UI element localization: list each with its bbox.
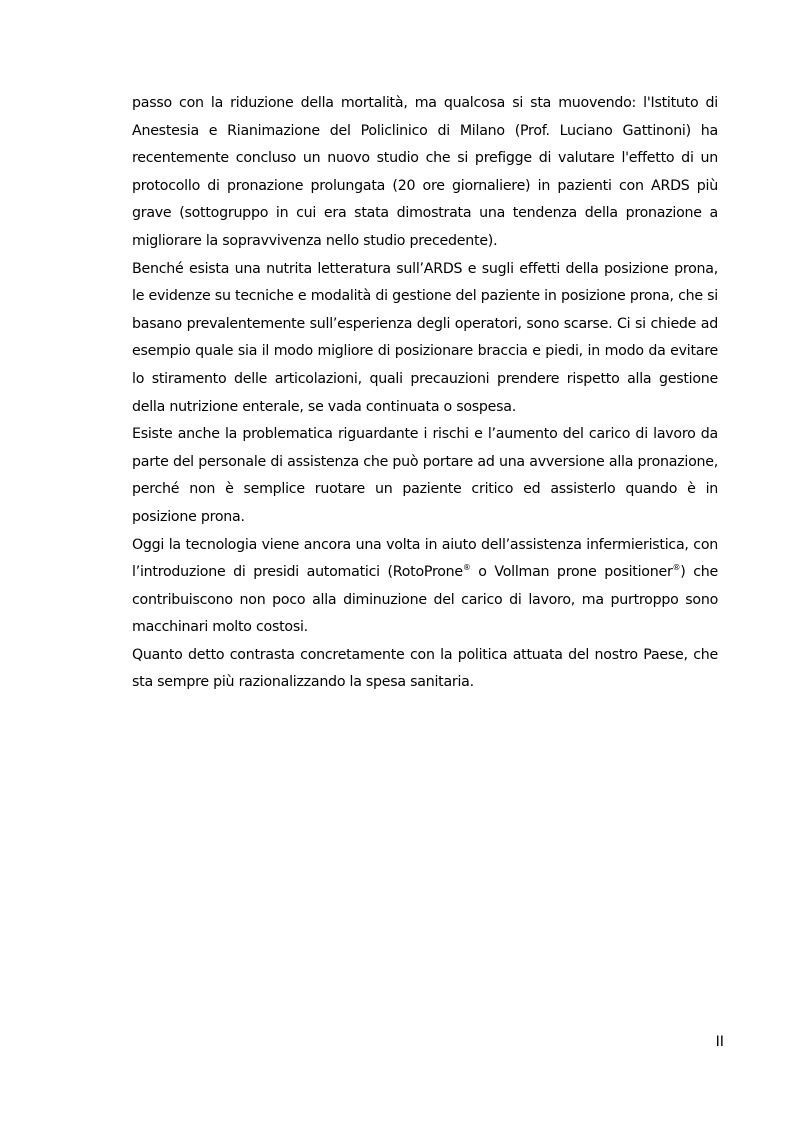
paragraph-4 [132,532,718,642]
registered-mark-1: ® [462,563,471,573]
body-text [132,90,718,697]
paragraph-4-part-2: o Vollman prone positioner [470,564,673,581]
paragraph-3: Esiste anche la problematica riguardante i rischi e l’aumento del carico di lavoro da parte del personale di assistenza che può portare ad una avversione alla pronazione, perché non è semplice ruotare un paziente critico ed assisterlo quando è in posizione prona. [132,426,718,525]
paragraph-1: passo con la riduzione della mortalità, ma qualcosa si sta muovendo: l'Istituto di Anestesia e Rianimazione del Policlinico di Milano (Prof. Luciano Gattinoni) ha recentemente concluso un nuovo studio che si prefigge di valutare l'effetto di un protocollo di pronazione prolungata (20 ore giornaliere) in pazienti con ARDS più grave (sottogruppo in cui era stata dimostrata una tendenza della pronazione a migliorare la sopravvivenza nello studio precedente). [132,95,718,249]
page-number: II [715,1034,724,1050]
paragraph-4-part-3: ) che contribuiscono non poco alla diminuzione del carico di lavoro, ma purtroppo sono macchinari molto costosi. [132,564,718,636]
paragraph-4-part-1: Oggi la tecnologia viene ancora una volta in aiuto dell’assistenza infermieristica, con l’introduzione di presidi automatici (RotoProne [132,536,718,581]
paragraph-5: Quanto detto contrasta concretamente con la politica attuata del nostro Paese, che sta sempre più razionalizzando la spesa sanitaria. [132,646,718,691]
registered-mark-2: ® [672,563,681,573]
paragraph-2: Benché esista una nutrita letteratura sull’ARDS e sugli effetti della posizione prona, le evidenze su tecniche e modalità di gestione del paziente in posizione prona, che si basano prevalentemente sull’esperienza degli operatori, sono scarse. Ci si chiede ad esempio quale sia il modo migliore di posizionare braccia e piedi, in modo da evitare lo stiramento delle articolazioni, quali precauzioni prendere rispetto alla gestione della nutrizione enterale, se vada continuata o sospesa. [132,260,718,415]
